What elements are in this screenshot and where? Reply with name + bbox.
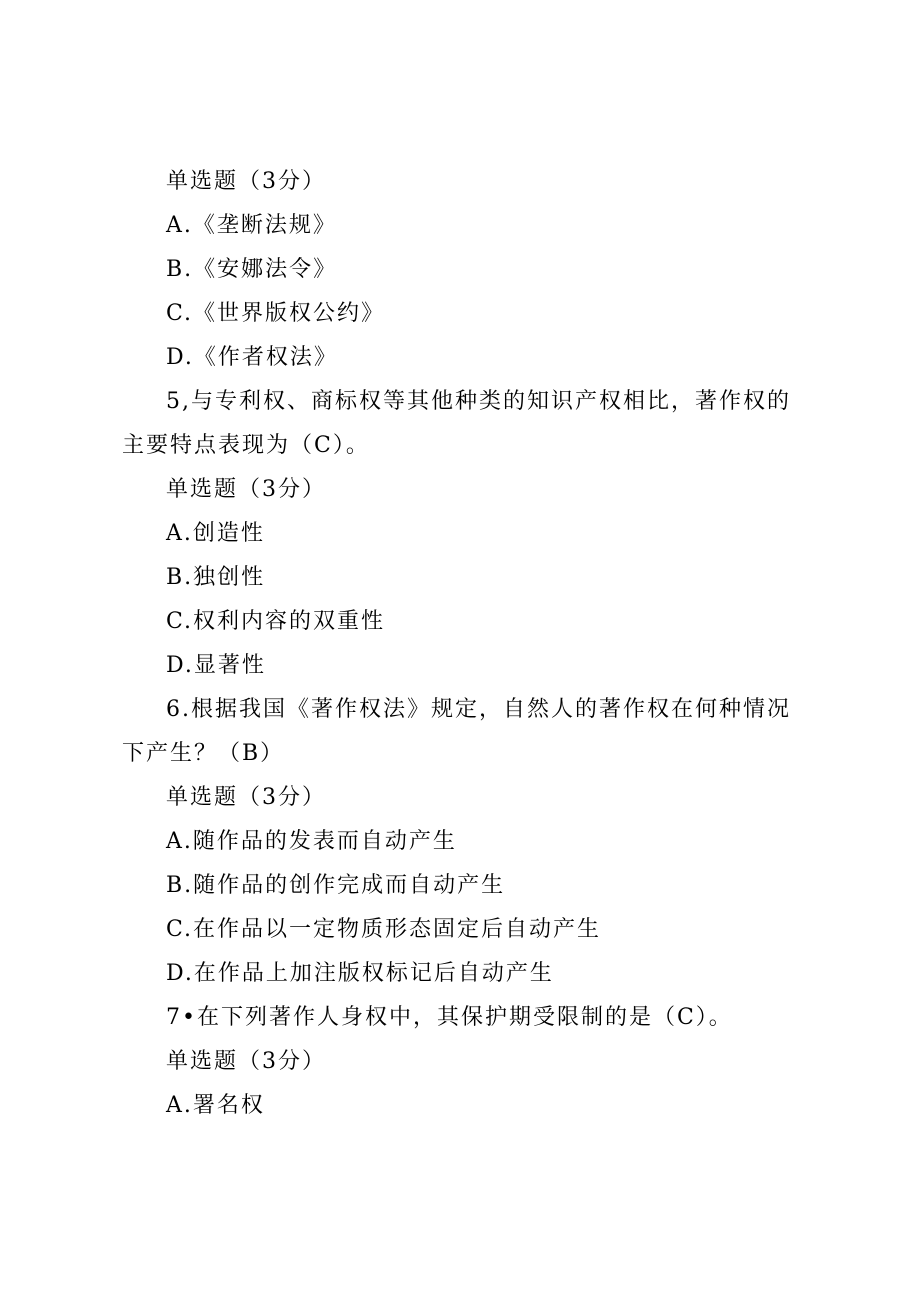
option-d: D.显著性 — [166, 653, 266, 678]
question-type-label: 单选题（3分） — [166, 1049, 326, 1074]
option-b: B.独创性 — [166, 565, 266, 590]
question-type-label: 单选题（3分） — [166, 785, 326, 810]
option-d: D.《作者权法》 — [166, 345, 338, 370]
option-c: C.《世界版权公约》 — [166, 301, 386, 326]
document-body — [122, 160, 802, 1128]
option-a: A.《垄断法规》 — [166, 213, 337, 238]
option-d: D.在作品上加注版权标记后自动产生 — [166, 961, 554, 986]
option-a: A.署名权 — [166, 1093, 265, 1118]
option-b: B.《安娜法令》 — [166, 257, 338, 282]
question-type-label: 单选题（3分） — [166, 477, 326, 502]
option-a: A.创造性 — [166, 521, 265, 546]
question-6: 6.根据我国《著作权法》规定，自然人的著作权在何种情况下产生？（B） — [122, 697, 791, 766]
option-c: C.权利内容的双重性 — [166, 609, 386, 634]
option-c: C.在作品以一定物质形态固定后自动产生 — [166, 917, 602, 942]
option-b: B.随作品的创作完成而自动产生 — [166, 873, 506, 898]
option-a: A.随作品的发表而自动产生 — [166, 829, 457, 854]
question-7: 7•在下列著作人身权中，其保护期受限制的是（C）。 — [166, 1005, 733, 1030]
question-5: 5,与专利权、商标权等其他种类的知识产权相比，著作权的主要特点表现为（C）。 — [122, 389, 791, 458]
question-type-label: 单选题（3分） — [166, 169, 326, 194]
